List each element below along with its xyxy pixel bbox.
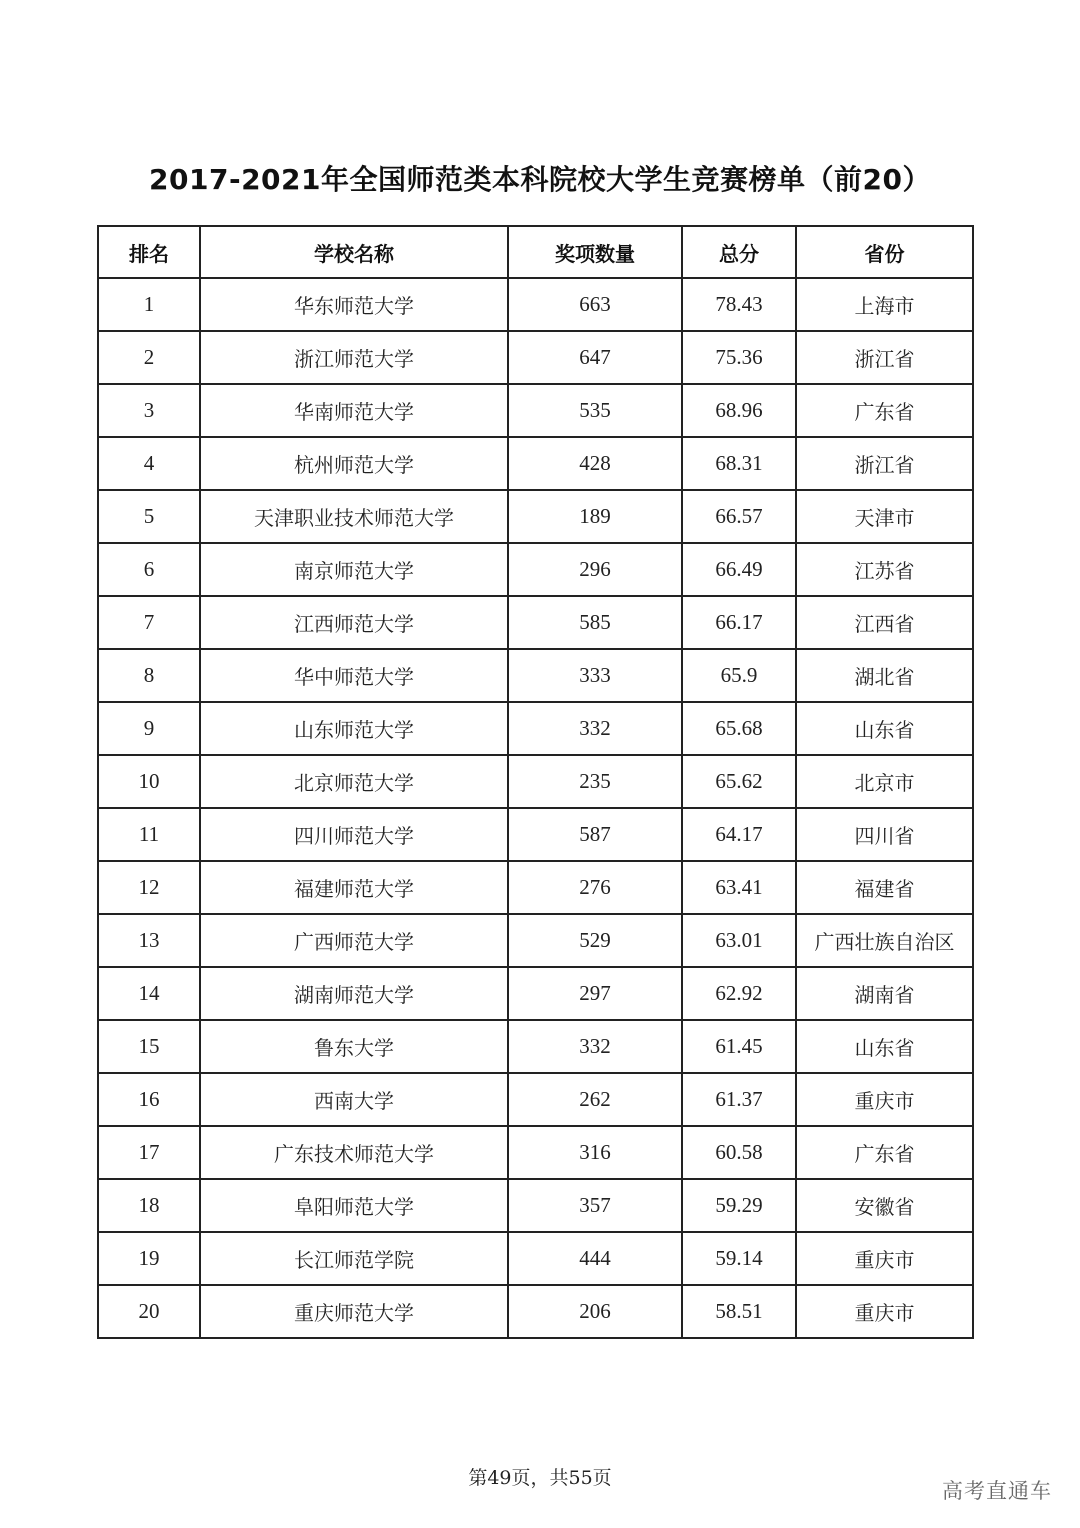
cell-province: 广东省 <box>796 1126 973 1179</box>
table-row <box>98 1020 973 1073</box>
cell-province: 山东省 <box>796 702 973 755</box>
table-row <box>98 702 973 755</box>
table-row <box>98 649 973 702</box>
cell-province: 广西壮族自治区 <box>796 914 973 967</box>
cell-province: 重庆市 <box>796 1073 973 1126</box>
cell-score: 59.29 <box>682 1179 796 1232</box>
cell-rank: 20 <box>98 1285 200 1338</box>
cell-awards: 663 <box>508 278 682 331</box>
cell-score: 68.96 <box>682 384 796 437</box>
cell-awards: 585 <box>508 596 682 649</box>
cell-province: 四川省 <box>796 808 973 861</box>
header-awards: 奖项数量 <box>508 226 682 278</box>
table-row <box>98 1126 973 1179</box>
cell-rank: 1 <box>98 278 200 331</box>
table-header-row <box>98 226 973 278</box>
table-row <box>98 914 973 967</box>
cell-rank: 13 <box>98 914 200 967</box>
cell-awards: 316 <box>508 1126 682 1179</box>
cell-rank: 12 <box>98 861 200 914</box>
cell-school: 北京师范大学 <box>200 755 508 808</box>
cell-score: 78.43 <box>682 278 796 331</box>
table-row <box>98 755 973 808</box>
cell-rank: 3 <box>98 384 200 437</box>
cell-province: 重庆市 <box>796 1285 973 1338</box>
cell-school: 西南大学 <box>200 1073 508 1126</box>
cell-awards: 535 <box>508 384 682 437</box>
cell-awards: 529 <box>508 914 682 967</box>
header-rank: 排名 <box>98 226 200 278</box>
cell-score: 60.58 <box>682 1126 796 1179</box>
cell-awards: 332 <box>508 1020 682 1073</box>
cell-awards: 647 <box>508 331 682 384</box>
table-row <box>98 1232 973 1285</box>
cell-province: 安徽省 <box>796 1179 973 1232</box>
cell-score: 65.9 <box>682 649 796 702</box>
cell-school: 浙江师范大学 <box>200 331 508 384</box>
cell-school: 华中师范大学 <box>200 649 508 702</box>
cell-school: 福建师范大学 <box>200 861 508 914</box>
cell-province: 湖北省 <box>796 649 973 702</box>
table-row <box>98 437 973 490</box>
cell-score: 66.49 <box>682 543 796 596</box>
cell-awards: 296 <box>508 543 682 596</box>
cell-score: 63.41 <box>682 861 796 914</box>
table-row <box>98 1285 973 1338</box>
cell-school: 广东技术师范大学 <box>200 1126 508 1179</box>
cell-school: 长江师范学院 <box>200 1232 508 1285</box>
table-row <box>98 278 973 331</box>
cell-awards: 587 <box>508 808 682 861</box>
table-row <box>98 384 973 437</box>
cell-school: 江西师范大学 <box>200 596 508 649</box>
cell-awards: 189 <box>508 490 682 543</box>
cell-rank: 9 <box>98 702 200 755</box>
cell-school: 华东师范大学 <box>200 278 508 331</box>
table-row <box>98 331 973 384</box>
cell-school: 鲁东大学 <box>200 1020 508 1073</box>
cell-province: 广东省 <box>796 384 973 437</box>
header-school: 学校名称 <box>200 226 508 278</box>
cell-score: 66.17 <box>682 596 796 649</box>
table-row <box>98 861 973 914</box>
cell-province: 湖南省 <box>796 967 973 1020</box>
cell-rank: 8 <box>98 649 200 702</box>
cell-rank: 11 <box>98 808 200 861</box>
cell-score: 64.17 <box>682 808 796 861</box>
cell-rank: 14 <box>98 967 200 1020</box>
cell-province: 山东省 <box>796 1020 973 1073</box>
cell-score: 62.92 <box>682 967 796 1020</box>
cell-province: 浙江省 <box>796 437 973 490</box>
page-title: 2017-2021年全国师范类本科院校大学生竞赛榜单（前20） <box>149 163 931 196</box>
cell-rank: 4 <box>98 437 200 490</box>
cell-score: 63.01 <box>682 914 796 967</box>
page-indicator: 第49页，共55页 <box>468 1467 612 1489</box>
cell-awards: 297 <box>508 967 682 1020</box>
cell-rank: 6 <box>98 543 200 596</box>
cell-province: 江苏省 <box>796 543 973 596</box>
cell-rank: 7 <box>98 596 200 649</box>
cell-awards: 428 <box>508 437 682 490</box>
cell-awards: 333 <box>508 649 682 702</box>
cell-school: 华南师范大学 <box>200 384 508 437</box>
table-body <box>98 278 973 1338</box>
cell-school: 南京师范大学 <box>200 543 508 596</box>
cell-score: 68.31 <box>682 437 796 490</box>
cell-awards: 276 <box>508 861 682 914</box>
cell-rank: 10 <box>98 755 200 808</box>
cell-school: 四川师范大学 <box>200 808 508 861</box>
cell-score: 61.37 <box>682 1073 796 1126</box>
cell-rank: 18 <box>98 1179 200 1232</box>
cell-score: 61.45 <box>682 1020 796 1073</box>
cell-school: 广西师范大学 <box>200 914 508 967</box>
cell-score: 58.51 <box>682 1285 796 1338</box>
cell-province: 重庆市 <box>796 1232 973 1285</box>
cell-rank: 17 <box>98 1126 200 1179</box>
cell-school: 重庆师范大学 <box>200 1285 508 1338</box>
table-row <box>98 543 973 596</box>
table-row <box>98 808 973 861</box>
header-province: 省份 <box>796 226 973 278</box>
cell-rank: 2 <box>98 331 200 384</box>
cell-school: 湖南师范大学 <box>200 967 508 1020</box>
cell-province: 福建省 <box>796 861 973 914</box>
watermark: 高考直通车 <box>942 1479 1052 1503</box>
cell-score: 59.14 <box>682 1232 796 1285</box>
cell-awards: 235 <box>508 755 682 808</box>
table-row <box>98 1073 973 1126</box>
header-score: 总分 <box>682 226 796 278</box>
cell-score: 66.57 <box>682 490 796 543</box>
cell-school: 杭州师范大学 <box>200 437 508 490</box>
cell-school: 阜阳师范大学 <box>200 1179 508 1232</box>
cell-score: 65.62 <box>682 755 796 808</box>
cell-province: 上海市 <box>796 278 973 331</box>
cell-school: 山东师范大学 <box>200 702 508 755</box>
cell-awards: 444 <box>508 1232 682 1285</box>
cell-province: 天津市 <box>796 490 973 543</box>
cell-province: 江西省 <box>796 596 973 649</box>
cell-rank: 5 <box>98 490 200 543</box>
cell-rank: 15 <box>98 1020 200 1073</box>
cell-score: 65.68 <box>682 702 796 755</box>
table-row <box>98 1179 973 1232</box>
ranking-table <box>97 225 974 1339</box>
cell-awards: 357 <box>508 1179 682 1232</box>
cell-awards: 206 <box>508 1285 682 1338</box>
table-row <box>98 967 973 1020</box>
cell-province: 北京市 <box>796 755 973 808</box>
cell-rank: 16 <box>98 1073 200 1126</box>
table-row <box>98 490 973 543</box>
cell-province: 浙江省 <box>796 331 973 384</box>
cell-score: 75.36 <box>682 331 796 384</box>
cell-awards: 262 <box>508 1073 682 1126</box>
cell-awards: 332 <box>508 702 682 755</box>
table-row <box>98 596 973 649</box>
cell-rank: 19 <box>98 1232 200 1285</box>
cell-school: 天津职业技术师范大学 <box>200 490 508 543</box>
